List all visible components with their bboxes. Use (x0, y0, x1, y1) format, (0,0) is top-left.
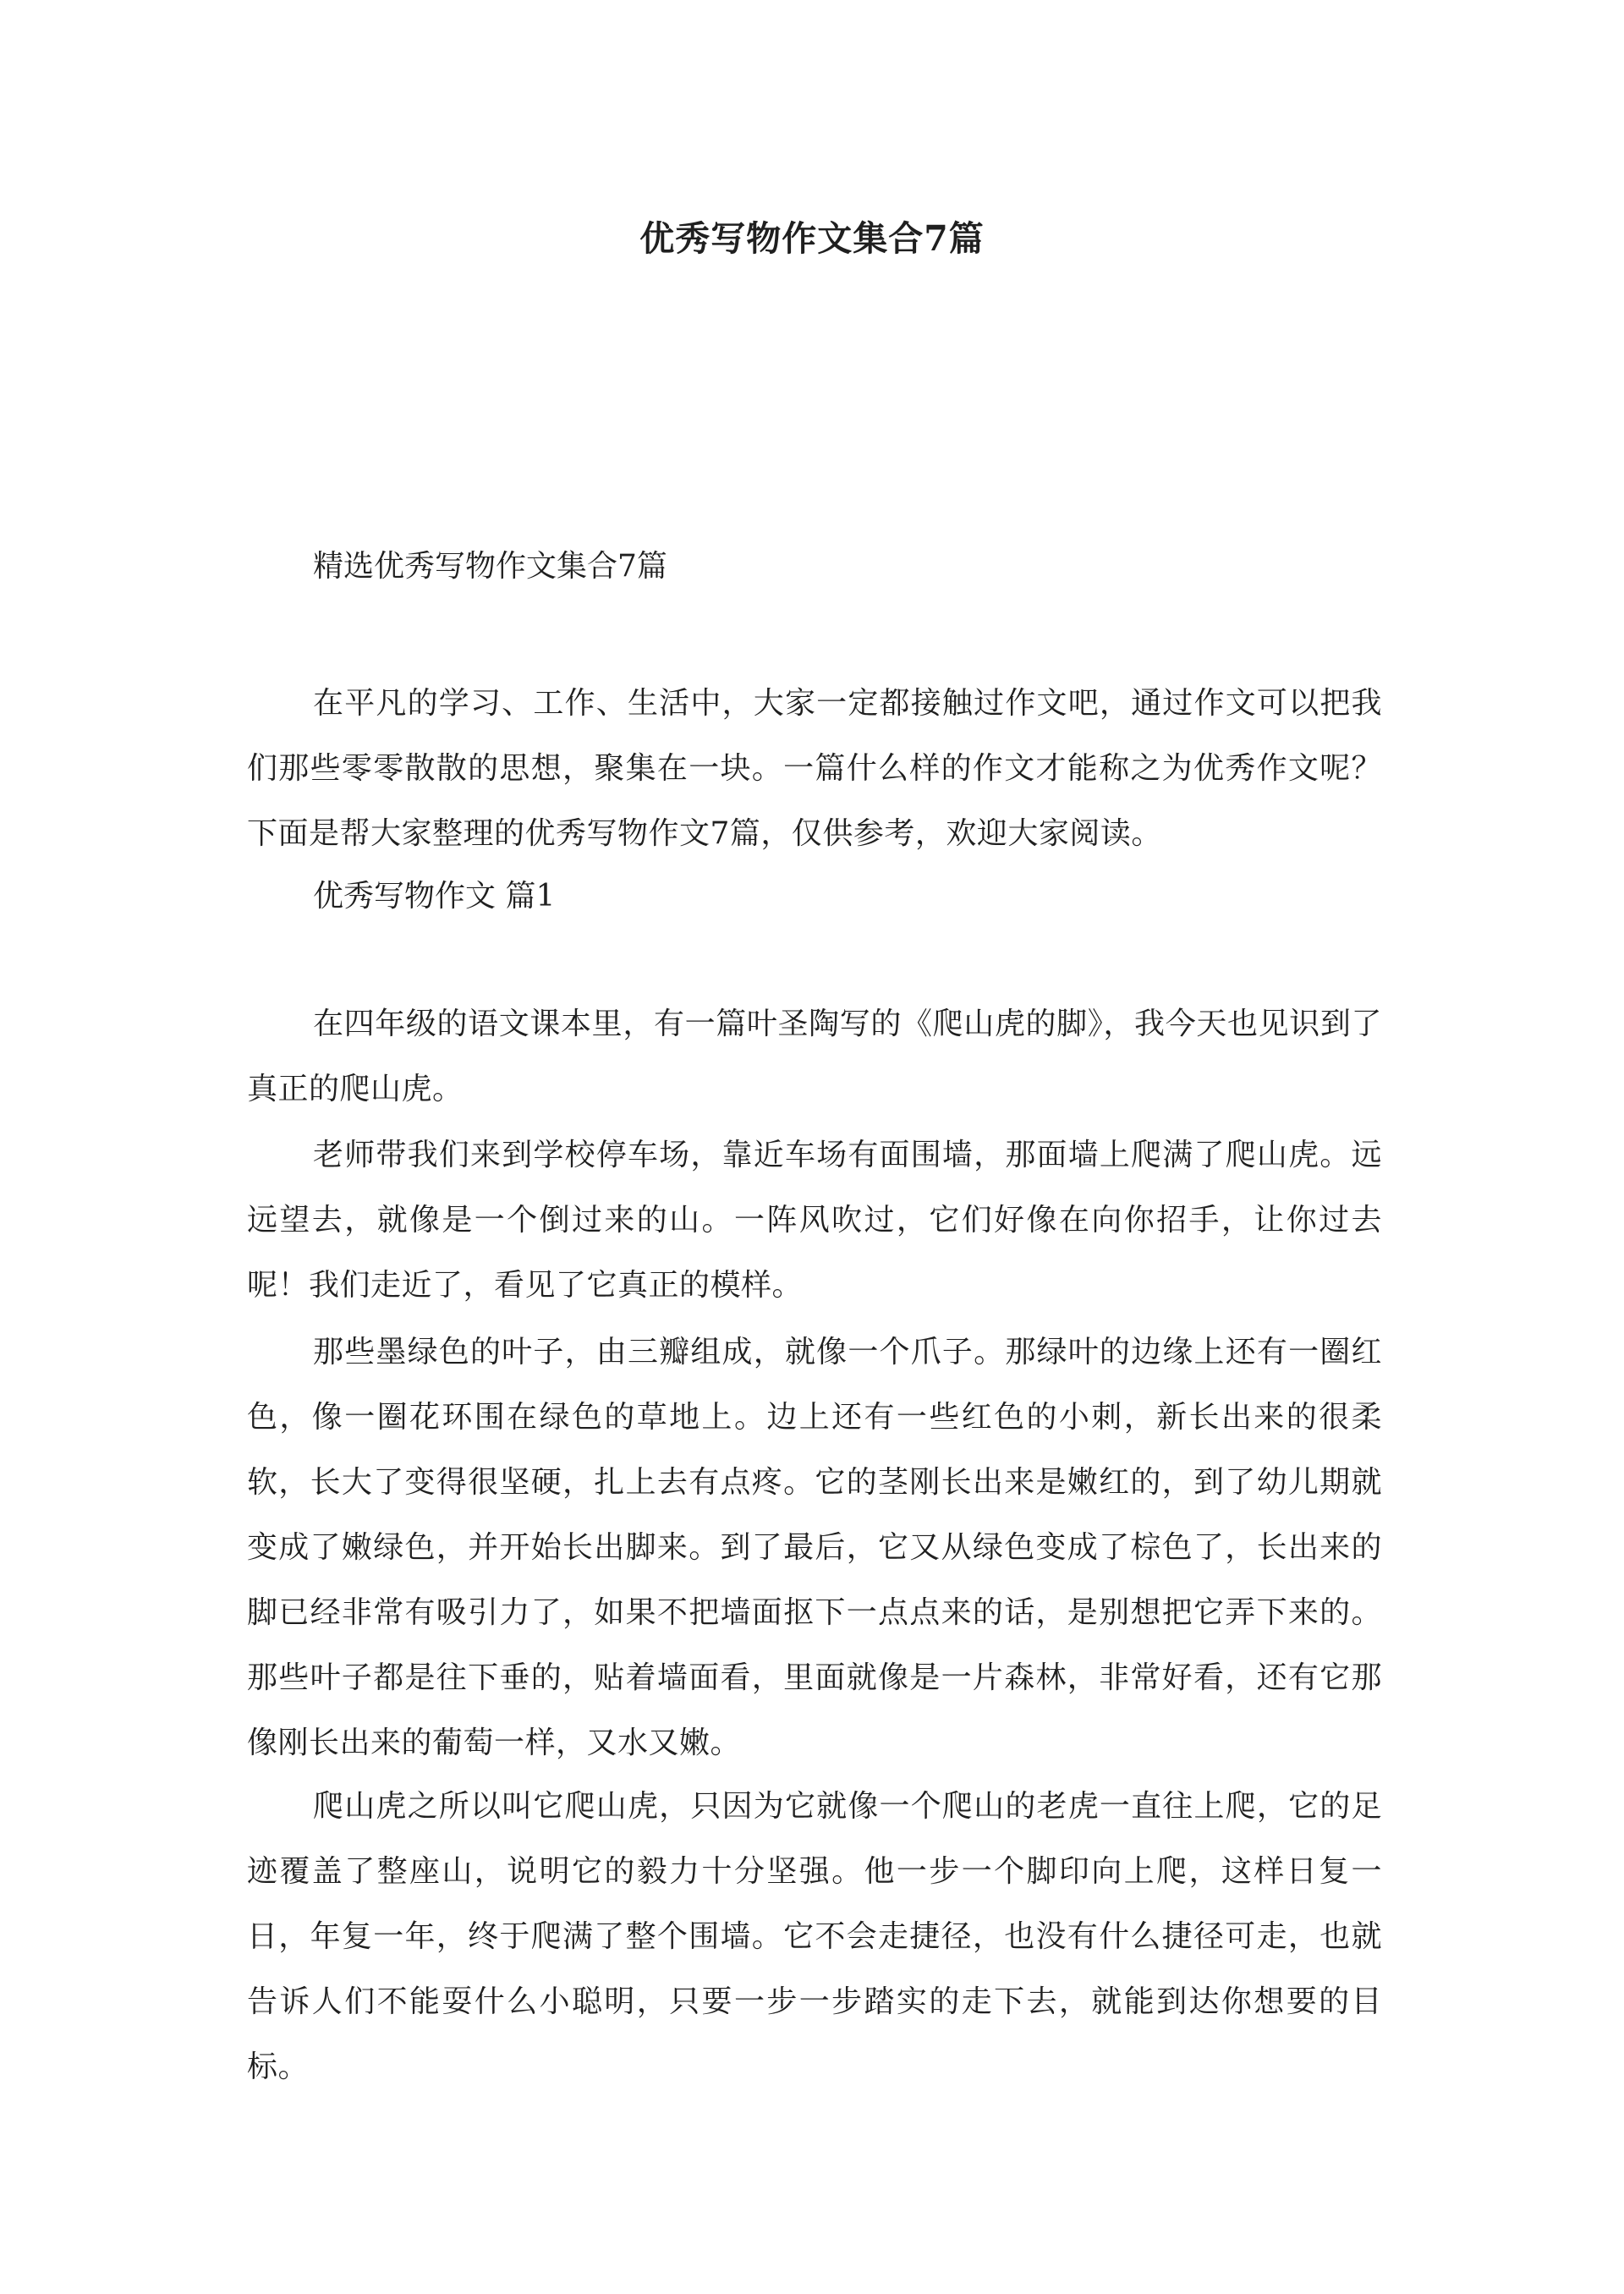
body-paragraph: 那些墨绿色的叶子，由三瓣组成，就像一个爪子。那绿叶的边缘上还有一圈红色，像一圈花环围在绿色的草地上。边上还有一些红色的小刺，新长出来的很柔软，长大了变得很坚硬，扎上去有点疼。它的茎刚长出来是嫩红的，到了幼儿期就变成了嫩绿色，并开始长出脚来。到了最后，它又从绿色变成了棕色了，长出来的脚已经非常有吸引力了，如果不把墙面抠下一点点来的话，是别想把它弄下来的。那些叶子都是往下垂的，贴着墙面看，里面就像是一片森林，非常好看，还有它那像刚长出来的葡萄一样，又水又嫩。 (247, 1335, 1382, 1760)
document-title: 优秀写物作文集合7篇 (639, 218, 985, 259)
document-subtitle: 精选优秀写物作文集合7篇 (313, 549, 667, 584)
intro-paragraph: 在平凡的学习、工作、生活中，大家一定都接触过作文吧，通过作文可以把我们那些零零散散的思想，聚集在一块。一篇什么样的作文才能称之为优秀作文呢？下面是帮大家整理的优秀写物作文7篇，仅供参考，欢迎大家阅读。 (247, 686, 1382, 851)
body-paragraph: 爬山虎之所以叫它爬山虎，只因为它就像一个爬山的老虎一直往上爬，它的足迹覆盖了整座山，说明它的毅力十分坚强。他一步一个脚印向上爬，这样日复一日，年复一年，终于爬满了整个围墙。它不会走捷径，也没有什么捷径可走，也就告诉人们不能耍什么小聪明，只要一步一步踏实的走下去，就能到达你想要的目标。 (247, 1789, 1382, 2084)
body-paragraph: 老师带我们来到学校停车场，靠近车场有面围墙，那面墙上爬满了爬山虎。远远望去，就像是一个倒过来的山。一阵风吹过，它们好像在向你招手，让你过去呢！我们走近了，看见了它真正的模样。 (247, 1138, 1382, 1303)
body-paragraph: 在四年级的语文课本里，有一篇叶圣陶写的《爬山虎的脚》，我今天也见识到了真正的爬山虎。 (247, 1007, 1382, 1106)
section-heading: 优秀写物作文 篇1 (313, 879, 556, 914)
